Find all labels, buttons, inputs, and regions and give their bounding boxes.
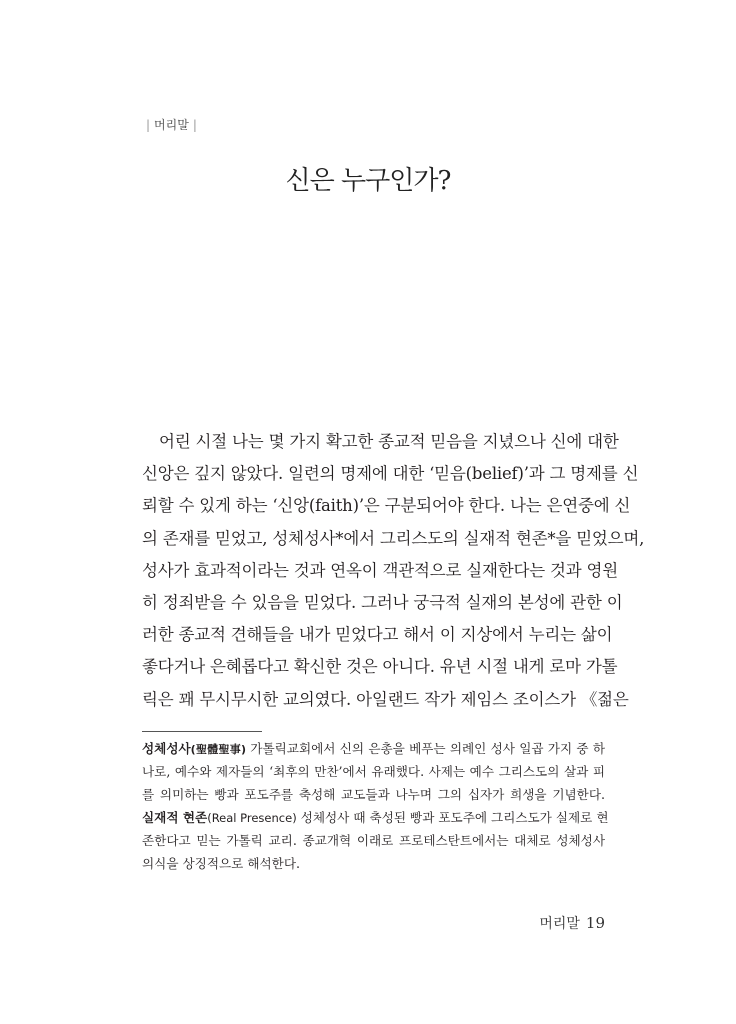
footnote-text: 성체성사 때 축성된 빵과 포도주에 그리스도가 실제로 현: [296, 810, 609, 825]
divider: |: [146, 118, 151, 132]
footnote-term-paren: (Real Presence): [207, 811, 297, 825]
page-number: 19: [585, 914, 605, 932]
body-line: 러한 종교적 견해들을 내가 믿었다고 해서 이 지상에서 누리는 삶이: [142, 625, 613, 645]
footnote-term: 성체성사: [142, 741, 191, 756]
body-line: 어린 시절 나는 몇 가지 확고한 종교적 믿음을 지녔으나 신에 대한: [159, 432, 619, 451]
body-text: [142, 426, 645, 716]
body-line: 히 정죄받을 수 있음을 믿었다. 그러나 궁극적 실재의 본성에 관한 이: [142, 592, 623, 612]
footnote-line: 의식을 상징적으로 해석한다.: [142, 856, 300, 871]
body-line: 좋다거나 은혜롭다고 확신한 것은 아니다. 유년 시절 내게 로마 가톨: [142, 657, 618, 677]
footnotes: [142, 737, 609, 875]
footnote-line: 를 의미하는 빵과 포도주를 축성해 교도들과 나누며 그의 십자가 희생을 기념한다.: [142, 787, 605, 802]
section-label-text: 머리말: [154, 118, 189, 132]
footnote-line: 나로, 예수와 제자들의 ‘최후의 만찬’에서 유래했다. 사제는 예수 그리스도의 살과 피: [142, 764, 605, 779]
divider: |: [192, 118, 197, 132]
body-line: 뢰할 수 있게 하는 ‘신앙(faith)’은 구분되어야 한다. 나는 은연중에 신: [142, 496, 631, 516]
footnote-line: 존한다고 믿는 가톨릭 교리. 종교개혁 이래로 프로테스탄트에서는 대체로 성체성사: [142, 833, 605, 848]
body-line: 릭은 꽤 무시무시한 교의였다. 아일랜드 작가 제임스 조이스가 《젊은: [142, 689, 629, 709]
footnote-line: [142, 806, 609, 829]
footnote-term: 실재적 현존: [142, 810, 208, 825]
body-line: 신앙은 깊지 않았다. 일련의 명제에 대한 ‘믿음(belief)’과 그 명제를 신: [142, 464, 639, 484]
body-line: 성사가 효과적이라는 것과 연옥이 객관적으로 실재한다는 것과 영원: [142, 560, 619, 580]
page-footer: [539, 913, 605, 933]
section-label: [142, 116, 201, 133]
page-title: 신은 누구인가?: [285, 166, 451, 196]
footnote-line: [142, 737, 605, 760]
body-line: 의 존재를 믿었고, 성체성사*에서 그리스도의 실재적 현존*을 믿었으며,: [142, 528, 645, 548]
footnote-rule: [142, 731, 262, 732]
footnote-text: 가톨릭교회에서 신의 은총을 베푸는 의례인 성사 일곱 가지 중 하: [246, 741, 605, 756]
footer-section: 머리말: [539, 916, 580, 932]
footnote-term-paren: (聖體聖事): [190, 743, 247, 756]
